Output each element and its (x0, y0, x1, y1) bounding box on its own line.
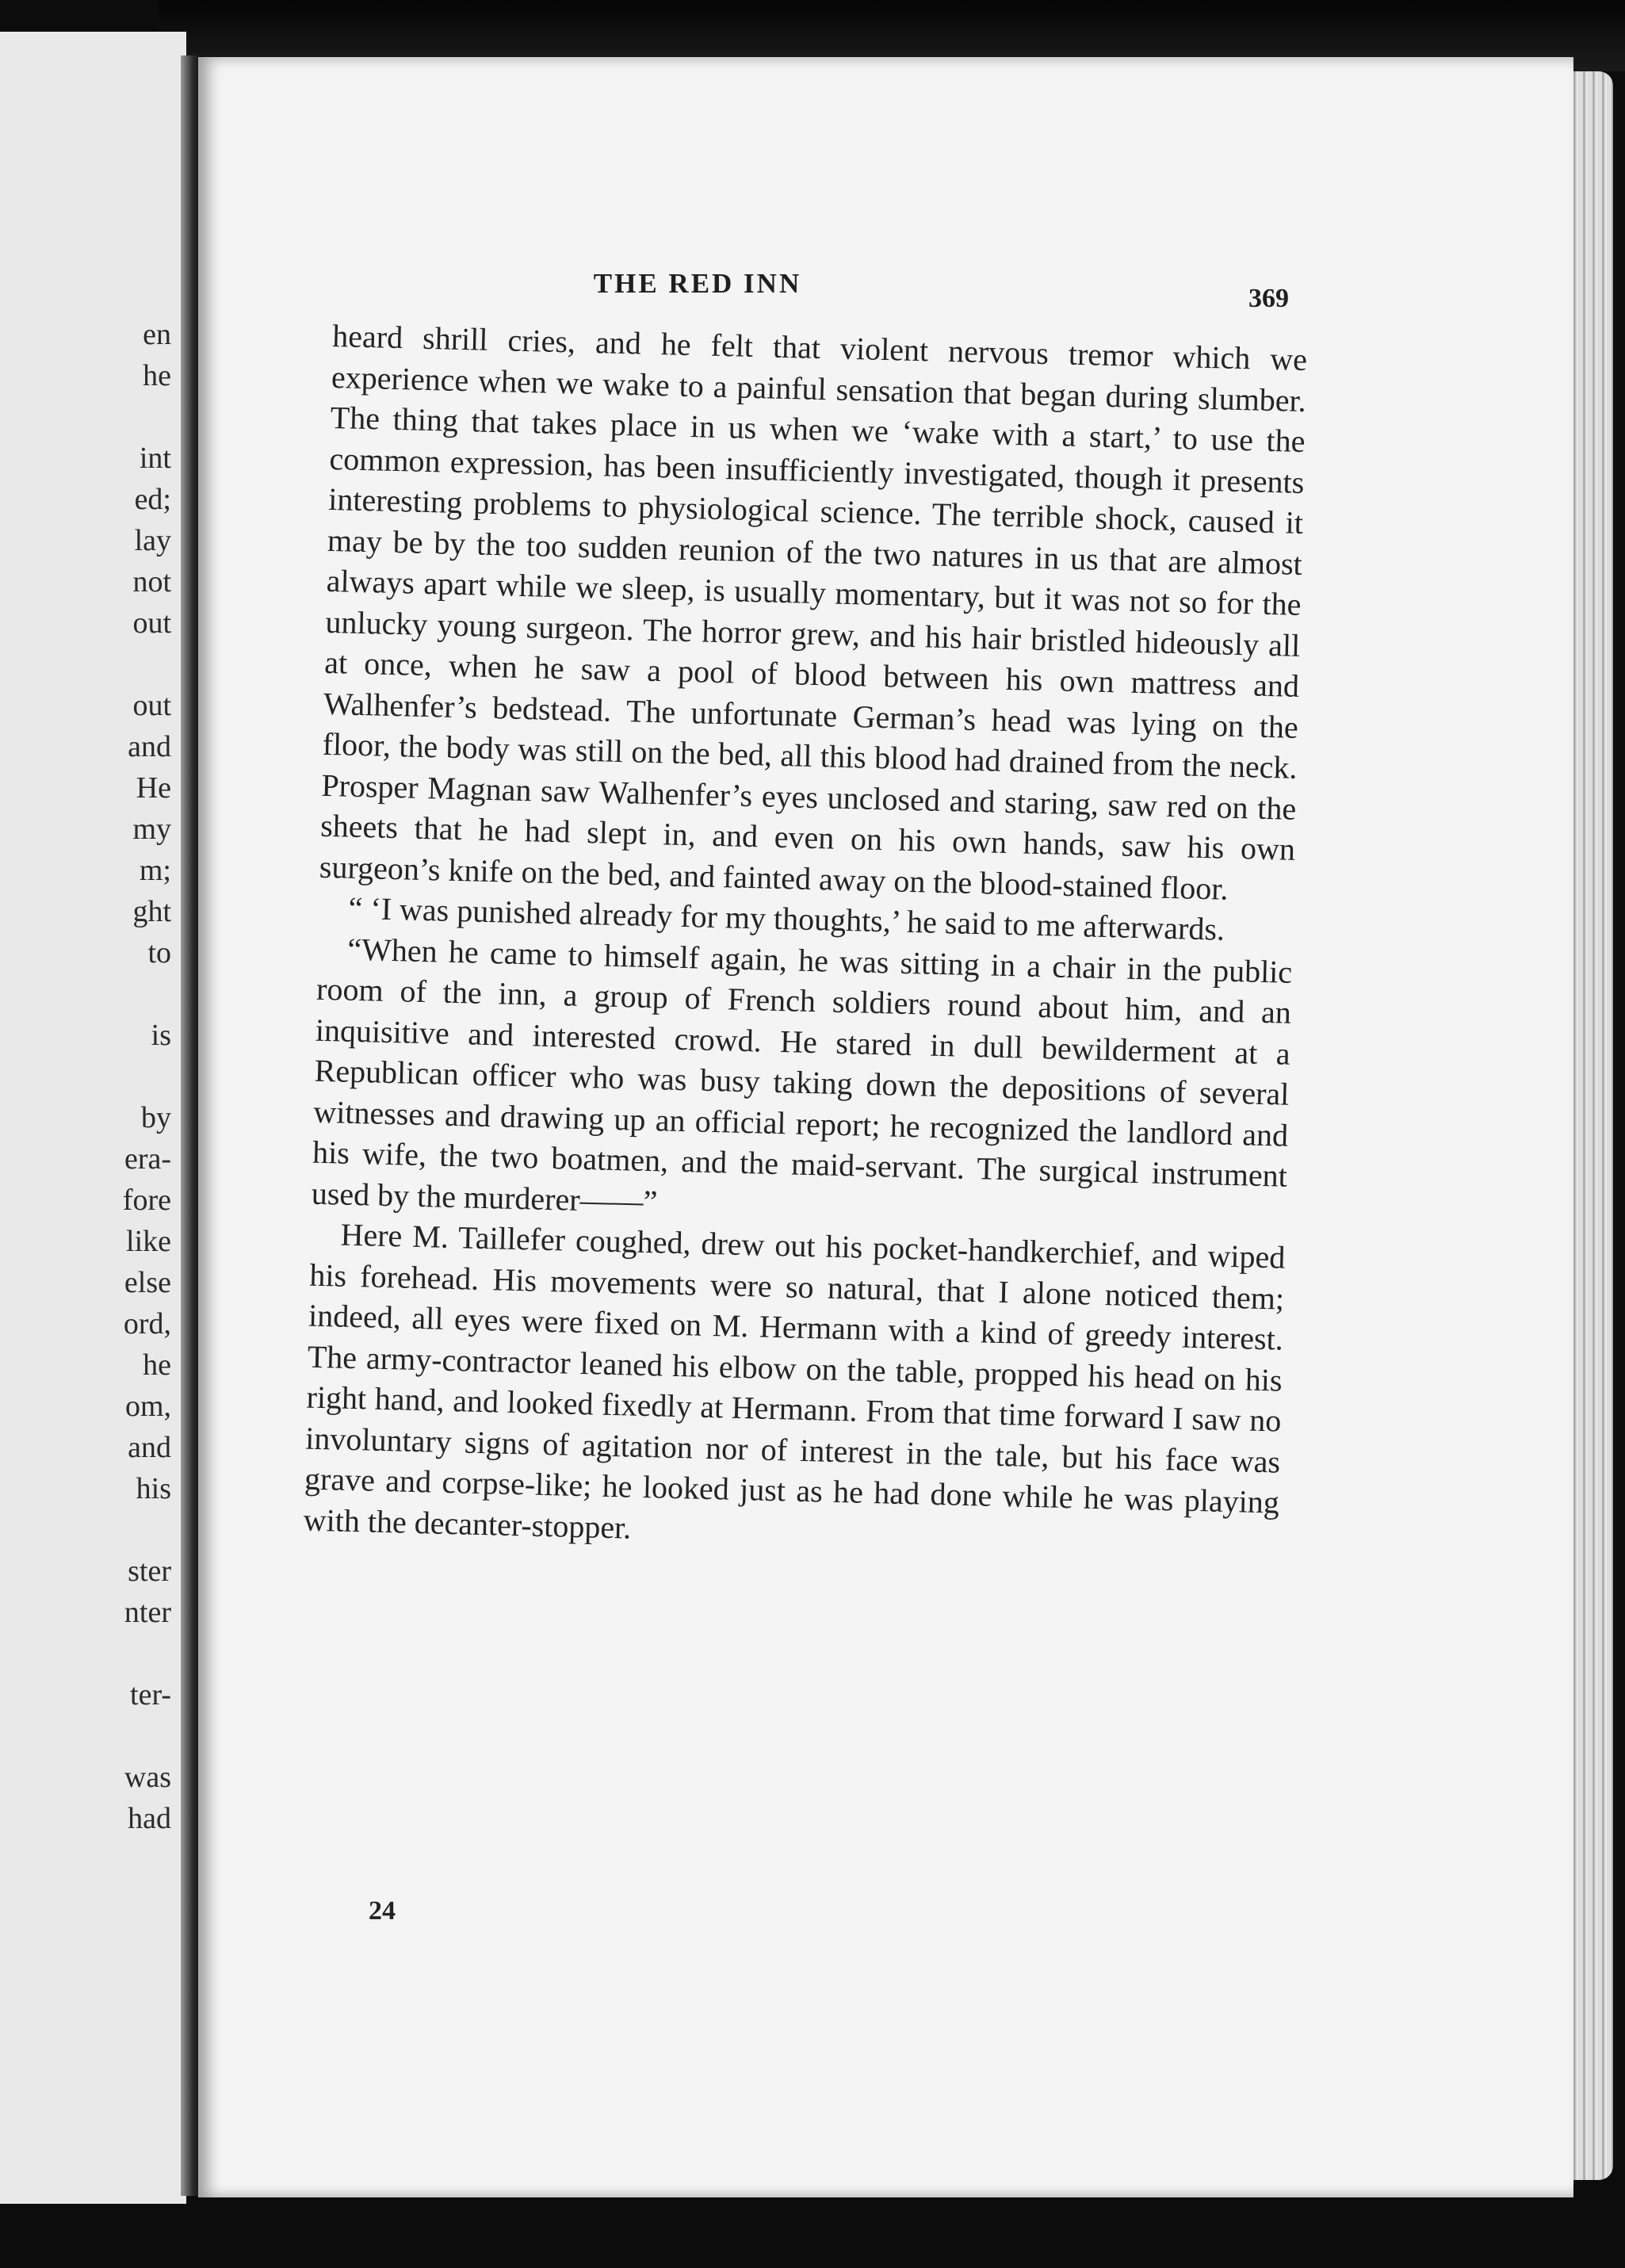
left-page-line-fragment: om, (124, 1390, 171, 1423)
paragraph: “When he came to himself again, he was sitting in a chair in the public room of the inn, a group of French soldiers round about him, and an inquisitive and interested crowd. He stared in dull bewilderment at a Republican officer who was busy taking down the depositions of several witnesses and drawing up an official report; he recognized the landlord and his wife, the two boatmen, and the maid-servant. The surgical instrument used by the murderer——” (311, 931, 1293, 1219)
left-page-line-fragment: int (139, 442, 171, 475)
left-page-line-fragment: by (141, 1101, 171, 1134)
left-page-line-fragment: he (143, 359, 171, 392)
paragraph: heard shrill cries, and he felt that violent nervous tremor which we experience when we wake to a painful sensation that began during slumber. The thing that takes place in us when we ‘wake with a start,’ to use the common expression, has been insufficiently investigated, though it presents interesting problems to physiological science. The terrible shock, caused it may be by the too sudden reunion of the two natures in us that are almost always apart while we sleep, is usually momentary, but it was not so for the unlucky young surgeon. The horror grew, and his hair bristled hideously all at once, when he saw a pool of blood between his own mattress and Walhenfer’s bedstead. The unfortunate German’s head was lying on the floor, the body was still on the bed, all this blood had drained from the neck. Prosper Magnan saw Walhenfer’s eyes unclosed and staring, saw red on the sheets that he had slept in, and even on his own hands, saw his own surgeon’s knife on the bed, and fainted away on the blood-stained floor. (319, 317, 1308, 907)
running-head: THE RED INN (593, 268, 802, 299)
left-page-line-fragment: else (124, 1266, 171, 1299)
left-page-line-fragment: fore (122, 1184, 171, 1217)
paragraph: Here M. Taillefer coughed, drew out his pocket-handkerchief, and wiped his forehead. His movements were so natural, that I alone noticed them; indeed, all eyes were fixed on M. Hermann with a kind of greedy interest. The army-contractor leaned his elbow on the table, propped his head on his right hand, and looked fixedly at Hermann. From that time forward I saw no involuntary signs of agitation nor of interest in the tale, but his face was grave and corpse-like; he looked just as he had done while he was playing with the decanter-stopper. (303, 1216, 1286, 1546)
paragraph: “ ‘I was punished already for my thoughts,’ he said to me afterwards. (348, 889, 1225, 947)
left-page-line-fragment: nter (124, 1596, 171, 1629)
page-number: 369 (1248, 284, 1289, 313)
left-page-line-fragment: era- (124, 1142, 171, 1176)
left-page-line-fragment: out (132, 606, 171, 640)
left-page-line-fragment: was (124, 1761, 171, 1794)
left-page-line-fragment: not (132, 565, 171, 599)
left-page-line-fragment: my (132, 813, 171, 846)
left-page-line-fragment: is (151, 1019, 171, 1052)
left-page-line-fragment: had (128, 1802, 171, 1835)
left-page-line-fragment: ed; (134, 483, 171, 516)
left-page-line-fragment: He (136, 771, 171, 805)
left-page-line-fragment: he (143, 1348, 171, 1382)
left-page-line-fragment: lay (134, 524, 171, 557)
page-body-text (303, 316, 1307, 1564)
left-page-edge (0, 32, 186, 2204)
left-page-line-fragment: out (132, 689, 171, 722)
left-page-line-fragment: en (143, 318, 171, 351)
left-page-line-fragment: ster (128, 1555, 171, 1588)
left-page-text-fragments (0, 32, 182, 2204)
left-page-line-fragment: ord, (123, 1307, 171, 1341)
signature-mark: 24 (369, 1896, 396, 1926)
left-page-line-fragment: and (128, 1431, 171, 1464)
left-page-line-fragment: to (147, 936, 171, 970)
left-page-line-fragment: like (126, 1225, 171, 1258)
left-page-line-fragment: m; (139, 854, 171, 887)
left-page-line-fragment: and (128, 730, 171, 763)
left-page-line-fragment: ter- (130, 1678, 171, 1712)
left-page-line-fragment: ght (132, 895, 171, 928)
left-page-line-fragment: his (136, 1472, 171, 1505)
